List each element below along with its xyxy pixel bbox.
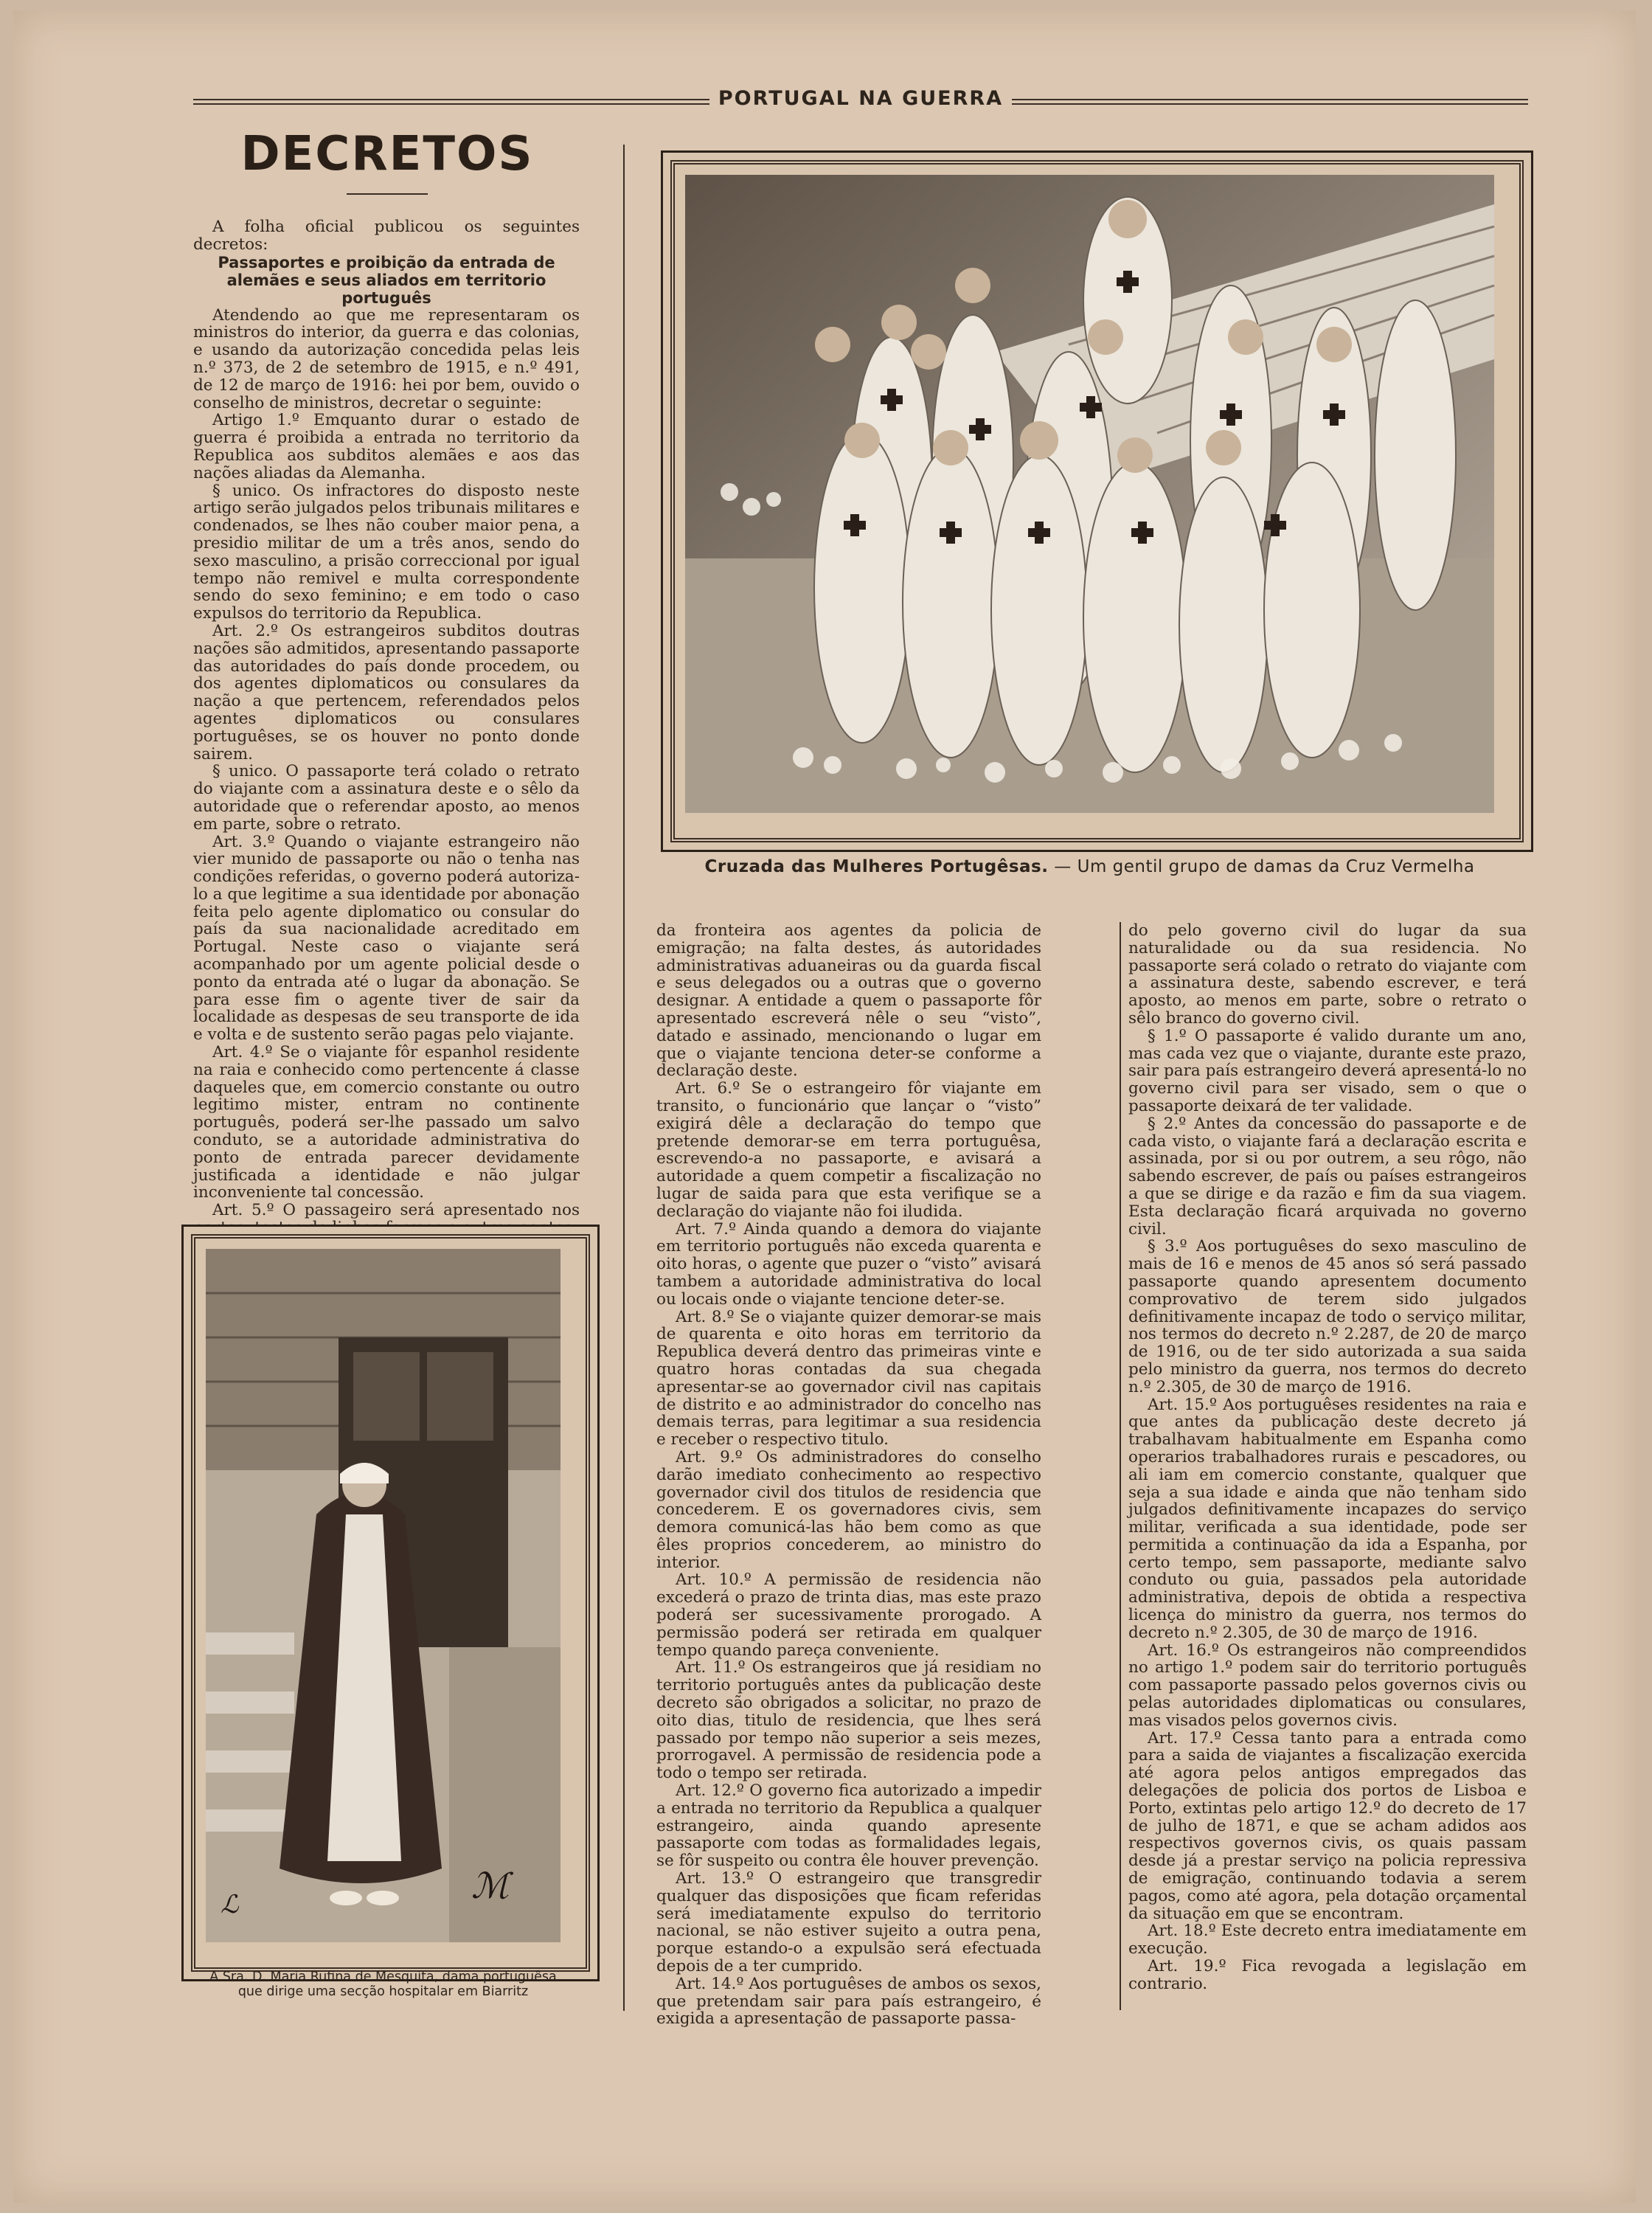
decree-paragraph: Art. 5.º O passageiro será apresentado nos xyxy=(212,1201,580,1220)
decree-paragraph: Art. 11.º Os estrangeiros que já residiam no territorio português antes da publicação deste decreto são obrigados a solicitar, no prazo de oito dias, titulo de residencia, que lhes será passado por tempo não superior a seis mezes, prorrogavel. A permissão de residencia pode a todo o tempo ser retirada. xyxy=(656,1658,1041,1783)
portrait-caption-line2: que dirige uma secção hospitalar em Biarritz xyxy=(237,1984,529,1999)
masthead-rule-right xyxy=(1012,99,1528,105)
nurses-group-illustration xyxy=(685,175,1494,813)
decree-title: DECRETOS xyxy=(240,127,534,181)
decree-paragraph: Art. 8.º Se o viajante quizer demorar-se mais de quarenta e oito horas em territorio da Republica deverá dentro das primeiras vinte e quatro horas contadas da sua chegada apresentar-se ao governador civil nas capitais de distrito e ao administrador do concelho nas demais terras, para legitimar a sua residencia e receber o respectivo titulo. xyxy=(656,1307,1041,1450)
decree-paragraph: Art. 9.º Os administradores do conselho darão imediato conhecimento ao respectivo governador civil dos titulos de residencia que concederem. E os governadores civis, sem demora comunicá-las hão bem como as que êles proprios concederem, ao ministro do interior. xyxy=(656,1447,1041,1572)
decree-paragraph: Art. 16.º Os estrangeiros não compreendidos no artigo 1.º podem sair do territorio português com passaporte passado pelos governos civis ou pelas autoridades diplomaticas ou consulares, mas visados pelos governos civis. xyxy=(1128,1641,1527,1730)
decree-paragraph: Art. 6.º Se o estrangeiro fôr viajante em transito, o funcionário que lançar o “visto” exigirá dêle a declaração do tempo que pretende demorar-se em terra portuguêsa, escrevendo-a no passaporte, e avisará a autoridade a quem competir a fiscalização no lugar de saida para que esta verifique se a declaração do viajante não foi iludida. xyxy=(656,1079,1041,1221)
decree-paragraph: § 3.º Aos portuguêses do sexo masculino de mais de 16 e menos de 45 anos só será passado passaporte quando apresentem documento comprovativo de terem sido julgados definitivamente incapaz de todo o serviço militar, nos termos do decreto n.º 2.287, de 20 de março de 1916, ou de ter sido autorizada a sua saida pelo ministro da guerra, nos termos do decreto n.º 2.305, de 30 de março de 1916. xyxy=(1128,1237,1527,1396)
group-photo-image xyxy=(685,175,1494,813)
decree-paragraph: Art. 18.º Este decreto entra imediatamente em execução. xyxy=(1128,1922,1527,1959)
decree-column-2 xyxy=(656,921,1041,2029)
decree-paragraph: da fronteira aos agentes da policia de emigração; na falta destes, ás autoridades administrativas aduaneiras ou da guarda fiscal e seus delegados ou a outras que o governo designar. A entidade a quem o passaporte fôr apresentado escreverá nêle o seu “visto”, datado e assinado, mencionando o lugar em que o viajante tenciona deter-se conforme a declaração deste. xyxy=(656,921,1041,1081)
decree-paragraph: Art. 7.º Ainda quando a demora do viajante em territorio português não exceda quarenta e oito horas, o agente que puzer o “visto” avisará tambem a autoridade administrativa do local ou locais onde o viajante tencione deter-se. xyxy=(656,1219,1041,1309)
signature-left: ℒ xyxy=(221,1890,239,1919)
red-cross-group-photo xyxy=(661,150,1533,852)
decree-paragraph: § unico. O passaporte terá colado o retrato do viajante com a assinatura deste e o sêlo da autoridade que o referendar aposto, ao menos em parte, sobre o retrato. xyxy=(193,762,580,834)
decree-paragraph: Art. 3.º Quando o viajante estrangeiro não vier munido de passaporte ou não o tenha nas condições referidas, o governo poderá autoriza-lo a que legitime a sua identidade por abonação feita pelo agente diplomatico ou consular do país da sua nacionalidade acreditado em Portugal. Neste caso o viajante será acompanhado por um agente policial desde o ponto da entrada até o lugar da abonação. Se para esse fim o agente tiver de sair da localidade as despesas de seu transporte de ida e volta e de sustento serão pagas pelo viajante. xyxy=(193,832,580,1045)
decree-paragraph: Artigo 1.º Emquanto durar o estado de guerra é proibida a entrada no territorio da Republica aos subditos alemães e aos das nações aliadas da Alemanha. xyxy=(193,411,580,482)
decree-paragraph: do pelo governo civil do lugar da sua naturalidade ou da sua residencia. No passaporte será colado o retrato do viajante com a assinatura deste, sabendo escrever, e terá aposto, ao menos em parte, sobre o retrato o sêlo branco do governo civil. xyxy=(1128,921,1527,1028)
group-photo-caption-bold: Cruzada das Mulheres Portugêsas. xyxy=(704,857,1049,876)
decree-column-3 xyxy=(1128,922,1527,2010)
decree-paragraph: § unico. Os infractores do disposto neste artigo serão julgados pelos tribunais militares e condenados, se lhes não couber maior pena, a presidio militar de um a três anos, sendo do sexo masculino, a prisão correccional por igual tempo não remivel e multa correspondente sendo do sexo feminino; e em todo o caso expulsos do territorio da Republica. xyxy=(193,481,580,623)
decree-paragraph: Art. 13.º O estrangeiro que transgredir qualquer das disposições que ficam referidas será imediatamente expulso do territorio nacional, se não estiver sujeito a outra pena, porque estando-o a expulsão será efectuada depois de a ter cumprido. xyxy=(656,1869,1041,1976)
decree-column-1-body xyxy=(193,307,580,1237)
decree-paragraph: Art. 10.º A permissão de residencia não excederá o prazo de trinta dias, mas este prazo poderá ser sucessivamente prorogado. A permissão poderá ser retirada em qualquer tempo quando pareça conveniente. xyxy=(656,1570,1041,1660)
decree-subhead: Passaportes e proibição da entrada de alemães e seus aliados em territorio português xyxy=(218,253,555,307)
decree-paragraph: Art. 4.º Se o viajante fôr espanhol residente na raia e conhecido como pertencente á classe daqueles que, em comercio constante ou outro legitimo mister, entram no continente português, poderá ser-lhe passado um salvo conduto, se a autoridade administrativa do ponto de entrada parecer devidamente justificada a identidade e não julgar inconveniente tal concessão. xyxy=(193,1043,580,1202)
decree-paragraph: Art. 17.º Cessa tanto para a entrada como para a saida de viajantes a fiscalização exercida até agora pelos antigos empregados das delegações de policia dos portos de Lisboa e Porto, extintas pelo artigo 12.º do decreto de 17 de julho de 1871, e que se acham adidos aos respectivos governos civis, os quais passam desde já a prestar serviço na policia repressiva de emigração, continuando todavia a serem pagos, como até agora, pela dotação orçamental da situação em que se encontram. xyxy=(1128,1728,1527,1923)
column-divider-right xyxy=(1120,922,1121,2010)
decree-paragraph: Art. 19.º Fica revogada a legislação em contrario. xyxy=(1128,1957,1527,1993)
decree-column-1 xyxy=(193,218,580,1220)
signature-right: ℳ xyxy=(471,1866,510,1907)
decree-intro: A folha oficial publicou os seguintes decretos: xyxy=(193,218,580,254)
portrait-caption xyxy=(181,1970,585,1999)
column-divider-left xyxy=(623,145,625,2011)
group-photo-caption xyxy=(661,857,1519,876)
decree-paragraph: § 2.º Antes da concessão do passaporte e de cada visto, o viajante fará a declaração escrita e assinada, por si ou por outrem, a seu rôgo, não sabendo escrever, de país ou países estrangeiros a que se dirige e da razão e fim da sua viagem. Esta declaração ficará arquivada no governo civil. xyxy=(1128,1114,1527,1239)
portrait-photo xyxy=(181,1225,600,1981)
portrait-photo-image xyxy=(206,1249,560,1942)
decree-paragraph: Art. 2.º Os estrangeiros subditos doutras nações são admitidos, apresentando passaporte das autoridades do país donde procedem, ou dos agentes diplomaticos ou consulares da nação a que pertencem, referendados pelos agentes diplomaticos ou consulares portuguêses, se os houver no ponto donde sairem. xyxy=(193,621,580,763)
masthead xyxy=(193,87,1528,120)
decree-paragraph: Art. 15.º Aos portuguêses residentes na raia e que antes da publicação deste decreto já trabalhavam habitualmente em Espanha como operarios trabalhadores rurais e pescadores, ou ali iam em comercio constante, qualquer que seja a sua idade e ainda que não tenham sido julgados definitivamente incapazes do serviço militar, verificada a sua identidade, pode ser permitida a continuação da ida a Espanha, por certo tempo, sem passaporte, mediante salvo conduto ou guia, passados pela autoridade administrativa, depois de obtida a respectiva licença do ministro da guerra, nos termos do decreto n.º 2.305, de 30 de março de 1916. xyxy=(1128,1395,1527,1642)
decree-paragraph: Atendendo ao que me representaram os ministros do interior, da guerra e das colonias, e usando da autorização concedida pelas leis n.º 373, de 2 de setembro de 1915, e n.º 491, de 12 de março de 1916: hei por bem, ouvido o conselho de ministros, decretar o seguinte: xyxy=(193,305,580,412)
masthead-title: PORTUGAL NA GUERRA xyxy=(718,87,1004,110)
decree-paragraph: Art. 14.º Aos portuguêses de ambos os sexos, que pretendam sair para país estrangeiro, é exigida a apresentação de passaporte passa- xyxy=(656,1974,1041,2029)
portrait-caption-line1: A Sra. D. Maria Rufina de Mesquita, dama portuguêsa xyxy=(209,1970,557,1984)
decree-paragraph: Art. 12.º O governo fica autorizado a impedir a entrada no territorio da Republica a qualquer estrangeiro, ainda quando apresente passaporte com todas as formalidades legais, se fôr suspeito ou contra êle houver prevenção. xyxy=(656,1781,1041,1871)
decree-paragraph: § 1.º O passaporte é valido durante um ano, mas cada vez que o viajante, durante este prazo, sair para país estrangeiro deverá apresentá-lo no governo civil para ser visado, sem o que o passaporte deixará de ter validade. xyxy=(1128,1026,1527,1115)
decree-title-underline xyxy=(347,193,428,195)
group-photo-caption-rest: — Um gentil grupo de damas da Cruz Vermelha xyxy=(1048,857,1475,876)
nurse-portrait-illustration xyxy=(206,1249,560,1942)
